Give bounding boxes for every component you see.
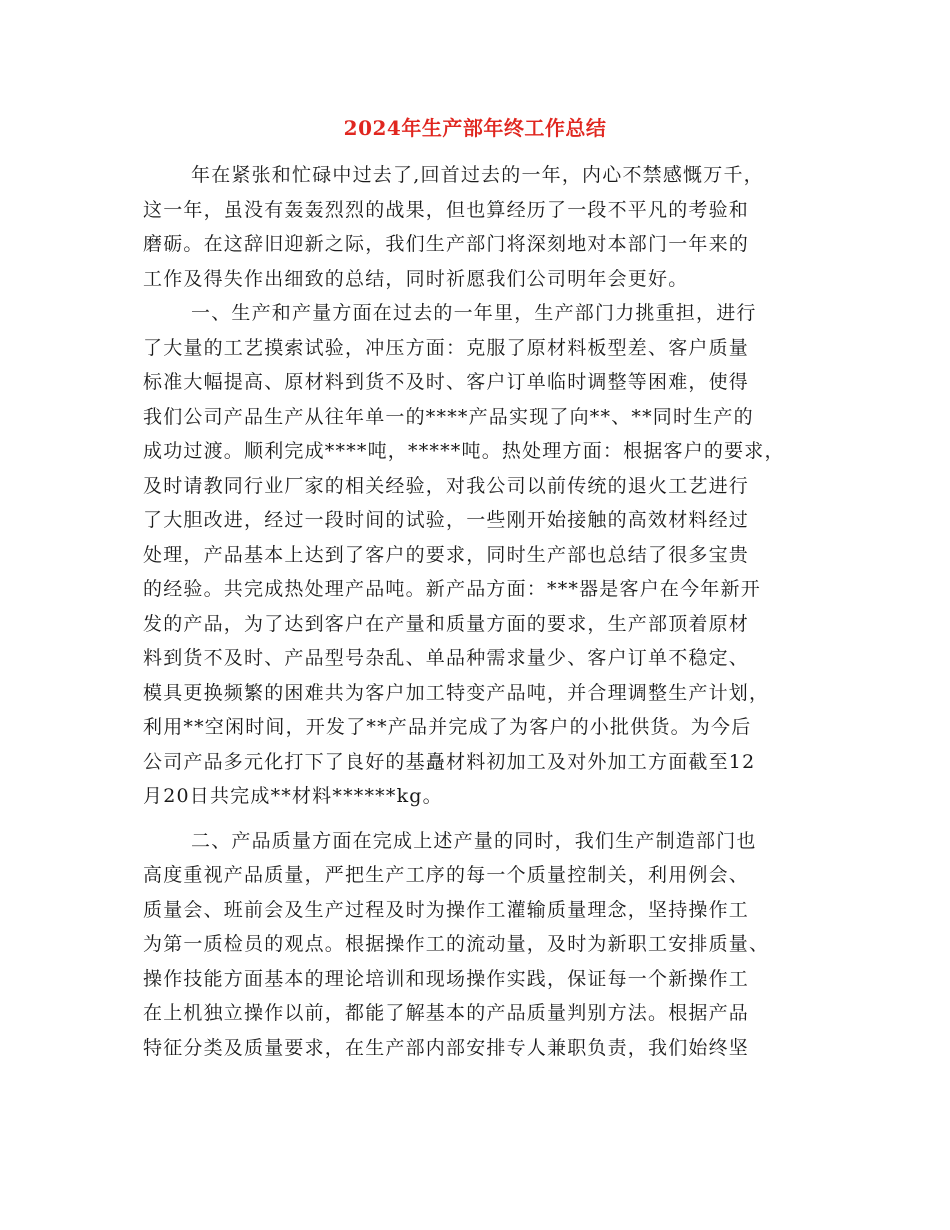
paragraph-quality — [143, 824, 813, 1066]
text-line: 发的产品，为了达到客户在产量和质量方面的要求，生产部顶着原材 — [143, 612, 750, 635]
text-line: 一、生产和产量方面在过去的一年里，生产部门力挑重担，进行 — [191, 302, 757, 324]
text-line: 我们公司产品生产从往年单一的****产品实现了向**、**同时生产的 — [143, 405, 754, 428]
text-line: 磨砺。在这辞旧迎新之际，我们生产部门将深刻地对本部门一年来的 — [143, 233, 750, 255]
text-line: 二、产品质量方面在完成上述产量的同时，我们生产制造部门也 — [191, 829, 757, 852]
text-line: 及时请教同行业厂家的相关经验，对我公司以前传统的退火工艺进行 — [143, 474, 750, 497]
paragraph-intro — [143, 158, 813, 296]
paragraph-spacer — [143, 814, 813, 824]
text-line: 工作及得失作出细致的总结，同时祈愿我们公司明年会更好。 — [143, 267, 689, 290]
text-line: 特征分类及质量要求，在生产部内部安排专人兼职负责，我们始终坚 — [143, 1036, 750, 1059]
text-line: 利用**空闲时间，开发了**产品并完成了为客户的小批供货。为今后 — [143, 716, 752, 738]
text-line: 了大量的工艺摸索试验，冲压方面：克服了原材料板型差、客户质量 — [143, 336, 750, 359]
text-line: 高度重视产品质量，严把生产工序的每一个质量控制关，利用例会、 — [143, 864, 750, 886]
text-line: 模具更换频繁的困难共为客户加工特变产品吨，并合理调整生产计划， — [143, 681, 770, 704]
text-line: 的经验。共完成热处理产品吨。新产品方面：***器是客户在今年新开 — [143, 578, 761, 600]
text-line: 标准大幅提高、原材料到货不及时、客户订单临时调整等困难，使得 — [143, 371, 750, 393]
text-line: 公司产品多元化打下了良好的基矗材料初加工及对外加工方面截至12 — [143, 750, 756, 773]
text-line: 在上机独立操作以前，都能了解基本的产品质量判别方法。根据产品 — [143, 1002, 750, 1024]
text-line: 成功过渡。顺利完成****吨，*****吨。热处理方面：根据客户的要求， — [143, 440, 785, 462]
text-line: 为第一质检员的观点。根据操作工的流动量，及时为新职工安排质量、 — [143, 933, 770, 955]
text-line: 年在紧张和忙碌中过去了,回首过去的一年，内心不禁感慨万千， — [191, 164, 764, 186]
document-body — [143, 158, 813, 1065]
paragraph-production — [143, 296, 813, 814]
text-line: 质量会、班前会及生产过程及时为操作工灌输质量理念，坚持操作工 — [143, 898, 750, 921]
text-line: 处理，产品基本上达到了客户的要求，同时生产部也总结了很多宝贵 — [143, 543, 750, 566]
text-line: 操作技能方面基本的理论培训和现场操作实践，保证每一个新操作工 — [143, 967, 750, 990]
document-title: 2024年生产部年终工作总结 — [343, 116, 607, 140]
text-line: 了大胆改进，经过一段时间的试验，一些刚开始接触的高效材料经过 — [143, 509, 750, 531]
text-line: 料到货不及时、产品型号杂乱、单品种需求量少、客户订单不稳定、 — [143, 647, 750, 669]
text-line: 这一年，虽没有轰轰烈烈的战果，但也算经历了一段不平凡的考验和 — [143, 198, 750, 221]
text-line: 月20日共完成**材料******kg。 — [143, 785, 443, 807]
